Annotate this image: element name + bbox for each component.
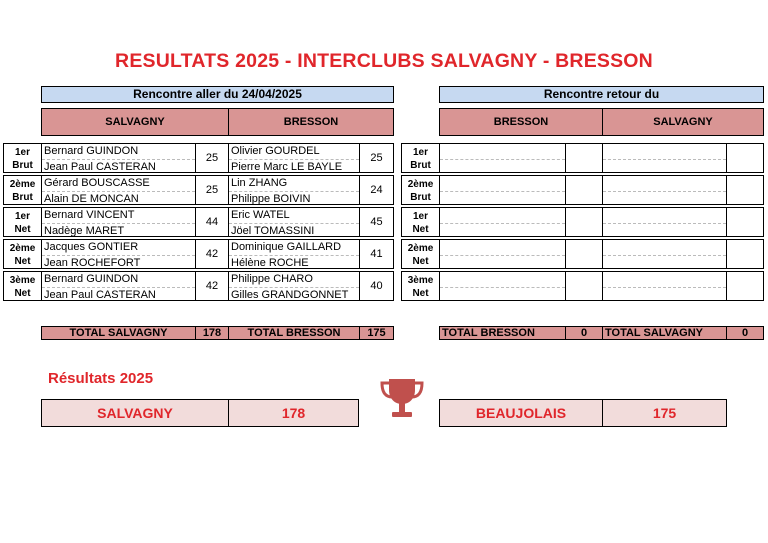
aller-total-right-value: 175 <box>359 326 394 340</box>
aller-left-score: 44 <box>195 207 229 237</box>
category-type: Brut <box>410 192 431 203</box>
player-name: Dominique GAILLARD <box>229 240 359 256</box>
player-name: Jöel TOMASSINI <box>231 225 315 237</box>
aller-right-players <box>228 207 360 237</box>
retour-right-players <box>602 271 727 301</box>
results-score2: 175 <box>602 399 727 427</box>
player-name: Jean ROCHEFORT <box>44 257 141 269</box>
aller-team-left: SALVAGNY <box>41 108 229 136</box>
aller-total-left-label: TOTAL SALVAGNY <box>41 326 196 340</box>
category-type: Net <box>14 224 31 235</box>
aller-right-players <box>228 271 360 301</box>
retour-left-players <box>439 239 566 269</box>
player-name: Pierre Marc LE BAYLE <box>231 161 343 173</box>
aller-left-players <box>41 207 196 237</box>
retour-left-score <box>565 175 603 205</box>
aller-category-label <box>3 239 42 269</box>
aller-right-score: 24 <box>359 175 394 205</box>
results-team2: BEAUJOLAIS <box>439 399 603 427</box>
category-rank: 2ème <box>9 179 36 190</box>
category-type: Net <box>14 256 31 267</box>
category-rank: 1er <box>14 147 30 158</box>
page-title: RESULTATS 2025 - INTERCLUBS SALVAGNY - BRESSON <box>115 50 653 72</box>
category-rank: 3ème <box>9 275 36 286</box>
retour-left-players <box>439 271 566 301</box>
results-team1: SALVAGNY <box>41 399 229 427</box>
player-name: Lin ZHANG <box>229 176 359 192</box>
retour-right-score <box>726 207 764 237</box>
aller-category-label <box>3 271 42 301</box>
aller-right-players <box>228 175 360 205</box>
player-name: Jean Paul CASTERAN <box>44 161 156 173</box>
player-name: Eric WATEL <box>229 208 359 224</box>
player-name: Jean Paul CASTERAN <box>44 289 156 301</box>
aller-right-score: 41 <box>359 239 394 269</box>
retour-category-label <box>401 239 440 269</box>
player-name: Olivier GOURDEL <box>229 144 359 160</box>
aller-right-score: 45 <box>359 207 394 237</box>
aller-total-left-value: 178 <box>195 326 229 340</box>
retour-right-score <box>726 271 764 301</box>
retour-left-score <box>565 271 603 301</box>
retour-category-label <box>401 271 440 301</box>
retour-total-left-label: TOTAL BRESSON <box>439 326 566 340</box>
category-type: Net <box>412 256 429 267</box>
aller-category-label <box>3 143 42 173</box>
category-rank: 2ème <box>407 243 434 254</box>
retour-left-players <box>439 207 566 237</box>
aller-left-score: 25 <box>195 175 229 205</box>
category-rank: 1er <box>14 211 30 222</box>
player-name: Nadège MARET <box>44 225 125 237</box>
aller-header: Rencontre aller du 24/04/2025 <box>41 86 394 103</box>
player-name: Hélène ROCHE <box>231 257 309 269</box>
player-name: Philippe BOIVIN <box>231 193 311 205</box>
retour-total-left-value: 0 <box>565 326 603 340</box>
category-rank: 1er <box>412 211 428 222</box>
retour-right-players <box>602 143 727 173</box>
aller-left-players <box>41 271 196 301</box>
aller-right-score: 25 <box>359 143 394 173</box>
results-title: Résultats 2025 <box>48 370 154 387</box>
aller-left-score: 42 <box>195 271 229 301</box>
retour-right-score <box>726 239 764 269</box>
aller-right-score: 40 <box>359 271 394 301</box>
trophy-icon <box>376 376 428 422</box>
category-type: Brut <box>12 160 33 171</box>
aller-total-right-label: TOTAL BRESSON <box>228 326 360 340</box>
category-type: Net <box>412 288 429 299</box>
retour-header: Rencontre retour du <box>439 86 764 103</box>
aller-category-label <box>3 175 42 205</box>
retour-total-right-label: TOTAL SALVAGNY <box>602 326 727 340</box>
category-type: Brut <box>12 192 33 203</box>
aller-left-players <box>41 143 196 173</box>
category-rank: 2ème <box>407 179 434 190</box>
player-name: Bernard VINCENT <box>42 208 195 224</box>
retour-right-players <box>602 175 727 205</box>
aller-category-label <box>3 207 42 237</box>
player-name: Gilles GRANDGONNET <box>231 289 349 301</box>
retour-right-score <box>726 175 764 205</box>
retour-left-score <box>565 239 603 269</box>
category-type: Net <box>14 288 31 299</box>
category-rank: 1er <box>412 147 428 158</box>
aller-right-players <box>228 239 360 269</box>
retour-team-right: SALVAGNY <box>602 108 764 136</box>
retour-left-score <box>565 143 603 173</box>
player-name: Philippe CHARO <box>229 272 359 288</box>
retour-left-players <box>439 175 566 205</box>
retour-left-score <box>565 207 603 237</box>
aller-left-score: 25 <box>195 143 229 173</box>
player-name: Bernard GUINDON <box>42 272 195 288</box>
retour-left-players <box>439 143 566 173</box>
category-rank: 3ème <box>407 275 434 286</box>
player-name: Alain DE MONCAN <box>44 193 139 205</box>
aller-team-right: BRESSON <box>228 108 394 136</box>
aller-left-score: 42 <box>195 239 229 269</box>
retour-right-players <box>602 207 727 237</box>
retour-category-label <box>401 175 440 205</box>
player-name: Bernard GUINDON <box>42 144 195 160</box>
aller-left-players <box>41 175 196 205</box>
results-score1: 178 <box>228 399 359 427</box>
retour-category-label <box>401 143 440 173</box>
category-rank: 2ème <box>9 243 36 254</box>
retour-right-score <box>726 143 764 173</box>
category-type: Net <box>412 224 429 235</box>
aller-right-players <box>228 143 360 173</box>
category-type: Brut <box>410 160 431 171</box>
retour-right-players <box>602 239 727 269</box>
player-name: Jacques GONTIER <box>42 240 195 256</box>
retour-category-label <box>401 207 440 237</box>
player-name: Gérard BOUSCASSE <box>42 176 195 192</box>
retour-team-left: BRESSON <box>439 108 603 136</box>
retour-total-right-value: 0 <box>726 326 764 340</box>
aller-left-players <box>41 239 196 269</box>
